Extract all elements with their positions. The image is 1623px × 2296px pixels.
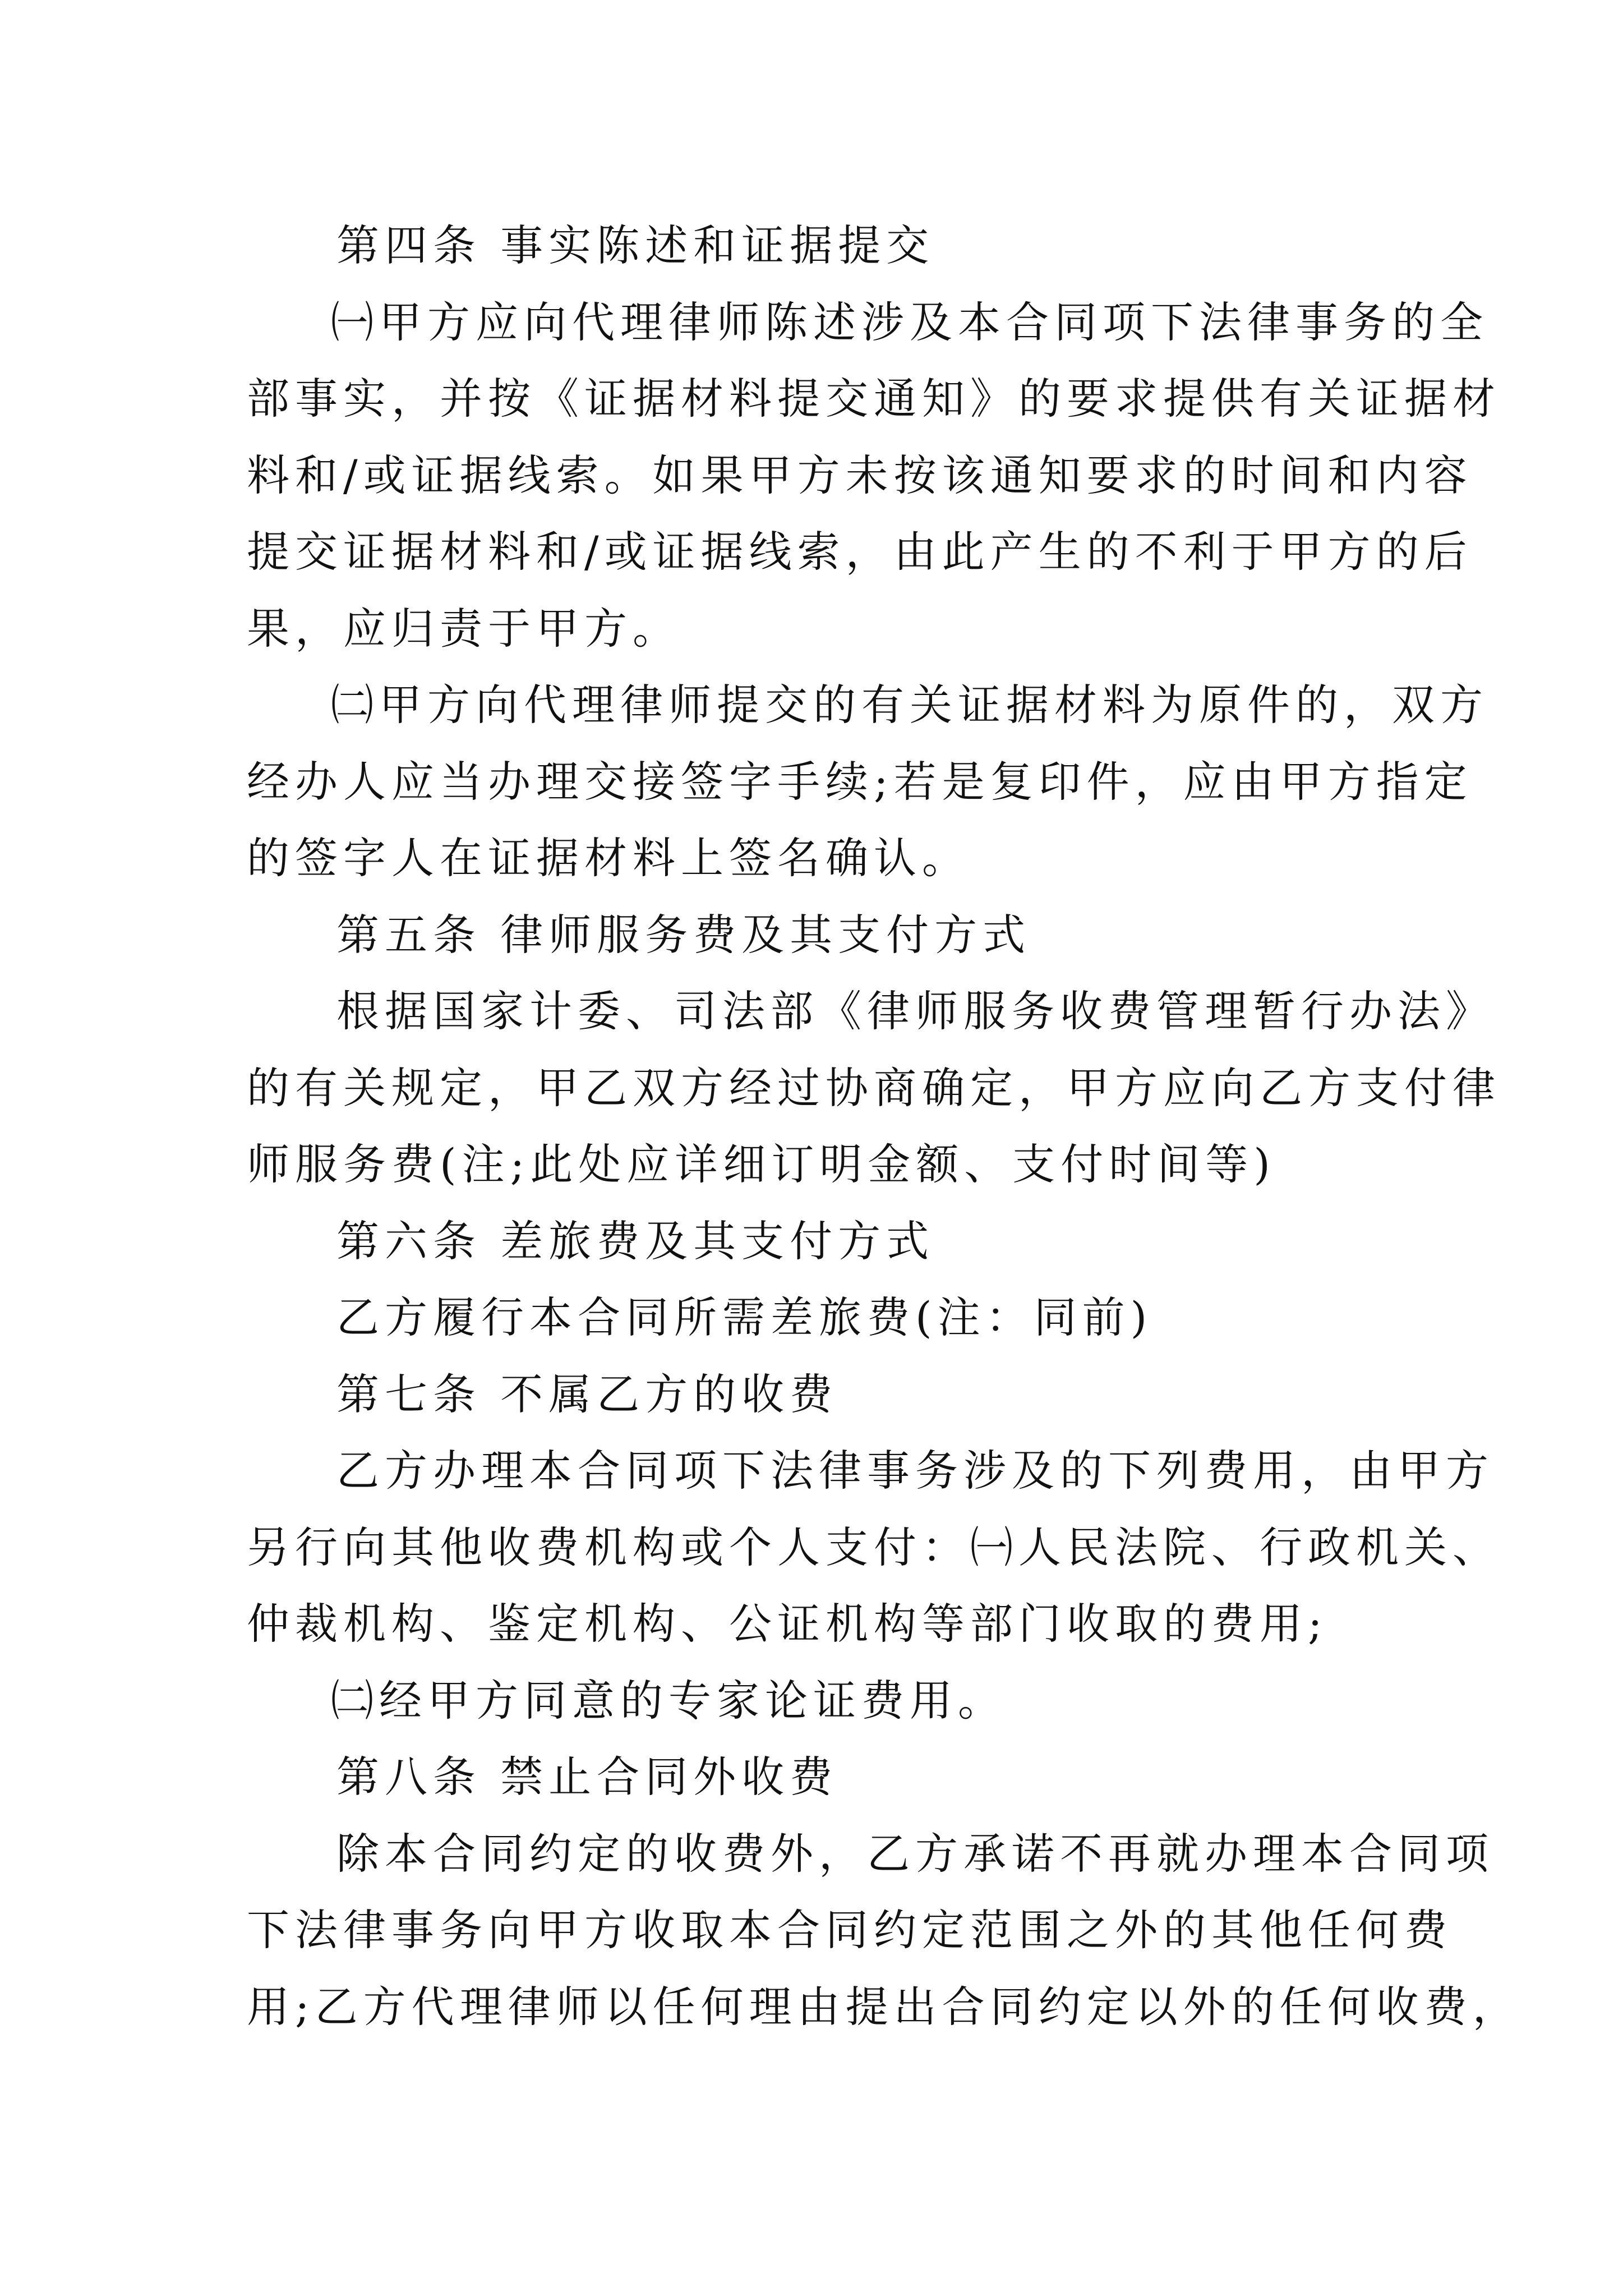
paragraph-line: 另行向其他收费机构或个人支付：㈠人民法院、行政机关、 (247, 1522, 1501, 1572)
paragraph-line: 料和/或证据线索。如果甲方未按该通知要求的时间和内容 (247, 450, 1473, 500)
paragraph-line: 提交证据材料和/或证据线索，由此产生的不利于甲方的后 (247, 527, 1473, 577)
paragraph-line: 根据国家计委、司法部《律师服务收费管理暂行办法》 (336, 986, 1494, 1036)
paragraph-line: 的签字人在证据材料上签名确认。 (247, 833, 970, 883)
article-7-heading: 第七条 不属乙方的收费 (336, 1369, 838, 1419)
article-5-heading: 第五条 律师服务费及其支付方式 (336, 909, 1031, 960)
paragraph-line: 果，应归责于甲方。 (247, 603, 681, 654)
paragraph-line: 乙方履行本合同所需差旅费(注：同前) (336, 1292, 1153, 1342)
document-body (247, 208, 1521, 2045)
paragraph-line: 除本合同约定的收费外，乙方承诺不再就办理本合同项 (336, 1828, 1494, 1879)
paragraph-line: 用;乙方代理律师以任何理由提出合同约定以外的任何收费， (247, 1981, 1521, 2032)
article-4-heading: 第四条 事实陈述和证据提交 (336, 220, 935, 270)
paragraph-line: 师服务费(注;此处应详细订明金额、支付时间等) (247, 1139, 1276, 1189)
article-8-heading: 第八条 禁止合同外收费 (336, 1752, 838, 1802)
paragraph-line: 乙方办理本合同项下法律事务涉及的下列费用，由甲方 (336, 1446, 1494, 1496)
paragraph-line: ㈠甲方应向代理律师陈述涉及本合同项下法律事务的全 (331, 297, 1488, 347)
article-6-heading: 第六条 差旅费及其支付方式 (336, 1216, 935, 1266)
paragraph-line: ㈡经甲方同意的专家论证费用。 (331, 1675, 1006, 1726)
paragraph-line: 仲裁机构、鉴定机构、公证机构等部门收取的费用; (247, 1599, 1328, 1649)
paragraph-line: 经办人应当办理交接签字手续;若是复印件，应由甲方指定 (247, 756, 1473, 807)
paragraph-line: ㈡甲方向代理律师提交的有关证据材料为原件的，双方 (331, 680, 1488, 730)
paragraph-line: 部事实，并按《证据材料提交通知》的要求提供有关证据材 (247, 374, 1501, 424)
paragraph-line: 的有关规定，甲乙双方经过协商确定，甲方应向乙方支付律 (247, 1062, 1501, 1113)
paragraph-line: 下法律事务向甲方收取本合同约定范围之外的其他任何费 (247, 1905, 1453, 1955)
